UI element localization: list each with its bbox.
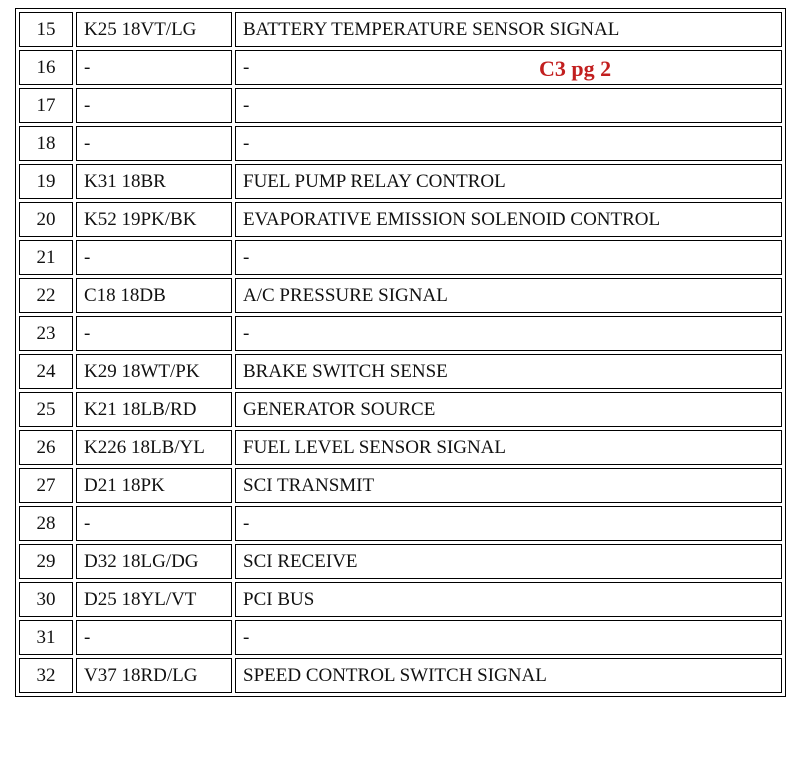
circuit-code-cell: K31 18BR xyxy=(76,164,232,199)
function-description-cell: - xyxy=(235,620,782,655)
table-row xyxy=(19,354,782,389)
cavity-number-cell: 30 xyxy=(19,582,73,617)
table-row xyxy=(19,88,782,123)
function-description-cell: - xyxy=(235,316,782,351)
table-row xyxy=(19,468,782,503)
cavity-number-cell: 16 xyxy=(19,50,73,85)
connector-pinout-sheet xyxy=(15,8,786,697)
cavity-number-cell: 32 xyxy=(19,658,73,693)
circuit-code-cell: D21 18PK xyxy=(76,468,232,503)
cavity-number-cell: 27 xyxy=(19,468,73,503)
function-description-cell: SCI TRANSMIT xyxy=(235,468,782,503)
circuit-code-cell: K52 19PK/BK xyxy=(76,202,232,237)
cavity-number-cell: 19 xyxy=(19,164,73,199)
function-description-cell: - xyxy=(235,126,782,161)
function-description-cell: EVAPORATIVE EMISSION SOLENOID CONTROL xyxy=(235,202,782,237)
cavity-number-cell: 17 xyxy=(19,88,73,123)
table-row xyxy=(19,582,782,617)
circuit-code-cell: - xyxy=(76,240,232,275)
table-row xyxy=(19,164,782,199)
circuit-code-cell: K21 18LB/RD xyxy=(76,392,232,427)
table-row xyxy=(19,126,782,161)
page-reference-annotation: C3 pg 2 xyxy=(539,56,612,81)
pinout-table-body xyxy=(19,12,782,693)
cavity-number-cell: 26 xyxy=(19,430,73,465)
cavity-number-cell: 24 xyxy=(19,354,73,389)
cavity-number-cell: 20 xyxy=(19,202,73,237)
table-row xyxy=(19,620,782,655)
circuit-code-cell: V37 18RD/LG xyxy=(76,658,232,693)
function-description-cell: - xyxy=(235,240,782,275)
function-description-cell: SCI RECEIVE xyxy=(235,544,782,579)
circuit-code-cell: K29 18WT/PK xyxy=(76,354,232,389)
circuit-code-cell: - xyxy=(76,50,232,85)
cavity-number-cell: 22 xyxy=(19,278,73,313)
function-description-cell: GENERATOR SOURCE xyxy=(235,392,782,427)
function-description-cell: FUEL LEVEL SENSOR SIGNAL xyxy=(235,430,782,465)
function-description-cell: A/C PRESSURE SIGNAL xyxy=(235,278,782,313)
table-row xyxy=(19,202,782,237)
table-row xyxy=(19,278,782,313)
circuit-code-cell: C18 18DB xyxy=(76,278,232,313)
table-row xyxy=(19,12,782,47)
cavity-number-cell: 15 xyxy=(19,12,73,47)
table-row xyxy=(19,240,782,275)
function-description-cell: BRAKE SWITCH SENSE xyxy=(235,354,782,389)
circuit-code-cell: - xyxy=(76,88,232,123)
cavity-number-cell: 28 xyxy=(19,506,73,541)
circuit-code-cell: - xyxy=(76,620,232,655)
cavity-number-cell: 25 xyxy=(19,392,73,427)
function-description-cell: - xyxy=(235,88,782,123)
function-description-cell: BATTERY TEMPERATURE SENSOR SIGNAL xyxy=(235,12,782,47)
table-row xyxy=(19,316,782,351)
function-description-cell: SPEED CONTROL SWITCH SIGNAL xyxy=(235,658,782,693)
function-description-cell: FUEL PUMP RELAY CONTROL xyxy=(235,164,782,199)
circuit-code-cell: D32 18LG/DG xyxy=(76,544,232,579)
table-row xyxy=(19,544,782,579)
function-description-cell: - xyxy=(235,506,782,541)
cavity-number-cell: 23 xyxy=(19,316,73,351)
circuit-code-cell: - xyxy=(76,506,232,541)
cavity-number-cell: 29 xyxy=(19,544,73,579)
table-row xyxy=(19,658,782,693)
function-description-cell: PCI BUS xyxy=(235,582,782,617)
table-row xyxy=(19,506,782,541)
connector-pinout-table xyxy=(15,8,786,697)
function-description-cell: - xyxy=(235,50,782,85)
table-row xyxy=(19,50,782,85)
circuit-code-cell: K25 18VT/LG xyxy=(76,12,232,47)
circuit-code-cell: - xyxy=(76,126,232,161)
circuit-code-cell: D25 18YL/VT xyxy=(76,582,232,617)
cavity-number-cell: 18 xyxy=(19,126,73,161)
circuit-code-cell: K226 18LB/YL xyxy=(76,430,232,465)
table-row xyxy=(19,430,782,465)
cavity-number-cell: 21 xyxy=(19,240,73,275)
circuit-code-cell: - xyxy=(76,316,232,351)
table-row xyxy=(19,392,782,427)
cavity-number-cell: 31 xyxy=(19,620,73,655)
